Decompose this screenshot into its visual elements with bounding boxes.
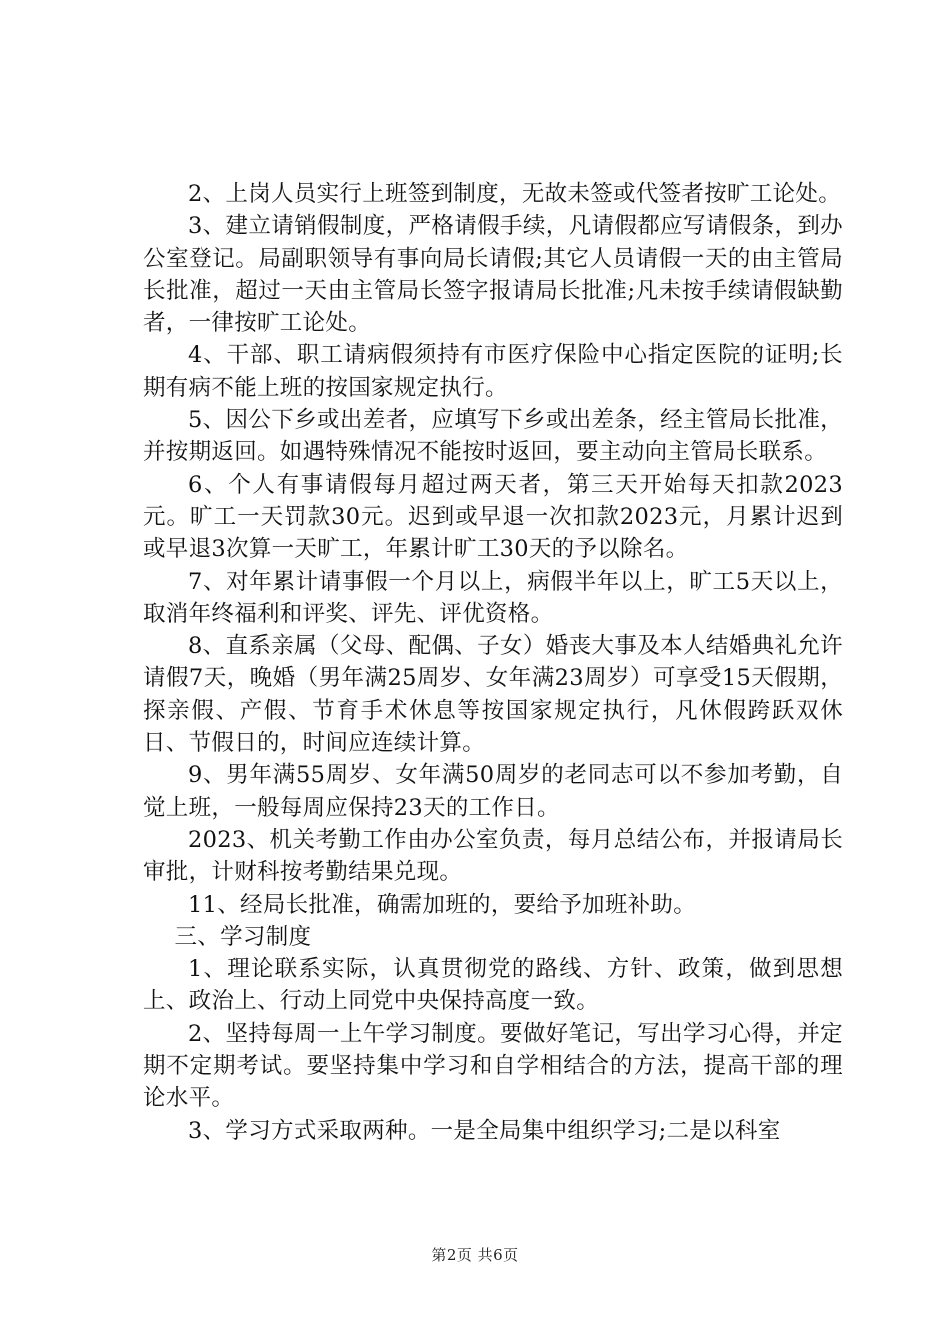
paragraph-marriage-leave: 8、直系亲属（父母、配偶、子女）婚丧大事及本人结婚典礼允许请假7天，晚婚（男年满25周岁、女年满23周岁）可享受15天假期，探亲假、产假、节育手术休息等按国家规定执行，凡休假跨跃双休日、节假日的，时间应连续计算。 bbox=[143, 633, 843, 757]
paragraph-senior-staff: 9、男年满55周岁、女年满50周岁的老同志可以不参加考勤，自觉上班，一般每周应保持23天的工作日。 bbox=[143, 762, 843, 821]
paragraph-leave-system: 3、建立请销假制度，严格请假手续，凡请假都应写请假条，到办公室登记。局副职领导有事向局长请假;其它人员请假一天的由主管局长批准，超过一天由主管局长签字报请局长批准;凡未按手续请假缺勤者，一律按旷工论处。 bbox=[143, 213, 843, 337]
paragraph-sick-leave: 4、干部、职工请病假须持有市医疗保险中心指定医院的证明;长期有病不能上班的按国家规定执行。 bbox=[143, 342, 843, 401]
document-body bbox=[143, 178, 843, 1147]
paragraph-attendance-office: 2023、机关考勤工作由办公室负责，每月总结公布，并报请局长审批，计财科按考勤结果兑现。 bbox=[143, 826, 843, 886]
paragraph-study-theory: 1、理论联系实际，认真贯彻党的路线、方针、政策，做到思想上、政治上、行动上同党中央保持高度一致。 bbox=[143, 956, 843, 1015]
paragraph-overtime: 11、经局长批准，确需加班的，要给予加班补助。 bbox=[188, 891, 697, 918]
paragraph-study-monday: 2、坚持每周一上午学习制度。要做好笔记，写出学习心得，并定期不定期考试。要坚持集中学习和自学相结合的方法，提高干部的理论水平。 bbox=[143, 1020, 843, 1112]
page-number-footer: 第2页 共6页 bbox=[431, 1246, 519, 1264]
paragraph-sign-in: 2、上岗人员实行上班签到制度，无故未签或代签者按旷工论处。 bbox=[188, 181, 842, 207]
section-heading-study: 三、学习制度 bbox=[174, 923, 312, 950]
paragraph-business-trip: 5、因公下乡或出差者，应填写下乡或出差条，经主管局长批准，并按期返回。如遇特殊情况不能按时返回，要主动向主管局长联系。 bbox=[143, 407, 843, 466]
paragraph-study-methods: 3、学习方式采取两种。一是全局集中组织学习;二是以科室 bbox=[188, 1117, 781, 1144]
paragraph-deduction: 6、个人有事请假每月超过两天者，第三天开始每天扣款2023元。旷工一天罚款30元。迟到或早退一次扣款2023元，月累计迟到或早退3次算一天旷工，年累计旷工30天的予以除名。 bbox=[143, 471, 843, 563]
paragraph-benefits: 7、对年累计请事假一个月以上，病假半年以上，旷工5天以上，取消年终福利和评奖、评先、评优资格。 bbox=[143, 568, 843, 627]
